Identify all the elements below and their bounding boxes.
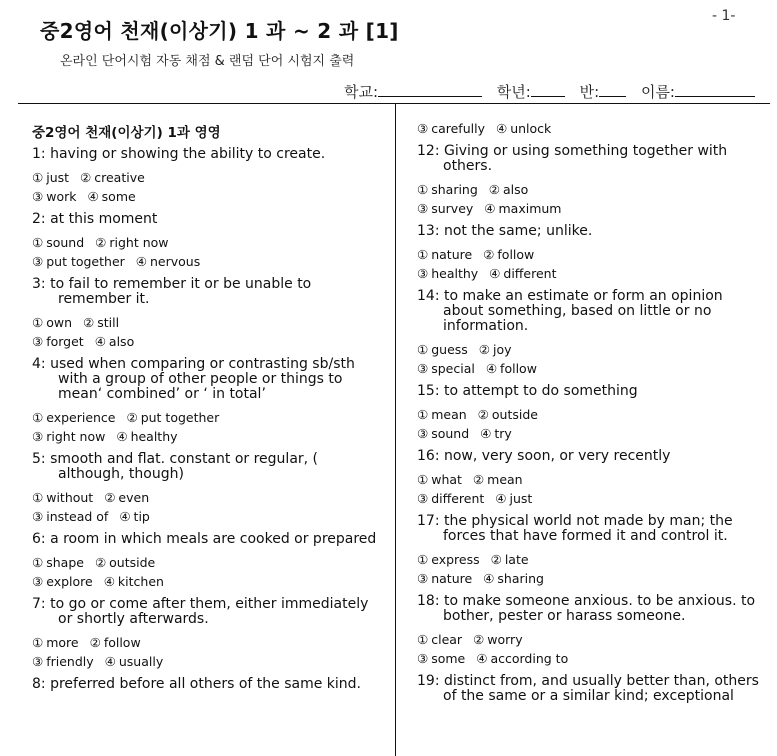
options-row-1	[417, 245, 762, 264]
question-number: 2:	[32, 211, 46, 227]
question-definition: to make an estimate or form an opinion about something, based on little or no information.	[443, 288, 723, 334]
question-definition: at this moment	[50, 211, 158, 227]
question-13	[417, 224, 762, 283]
options-row-1	[32, 168, 384, 187]
option-1[interactable]: ① mean	[417, 407, 467, 422]
question-19	[417, 674, 762, 704]
right-column	[417, 119, 762, 710]
options-row-1	[417, 470, 762, 489]
options-row-1	[417, 180, 762, 199]
options-row-2	[417, 569, 762, 588]
question-number: 16:	[417, 448, 440, 464]
page-number: - 1-	[712, 8, 736, 24]
option-4[interactable]: ④ different	[489, 266, 557, 281]
question-number: 1:	[32, 146, 46, 162]
option-2[interactable]: ② late	[490, 552, 529, 567]
option-1[interactable]: ① nature	[417, 247, 473, 262]
options-row-2	[32, 187, 384, 206]
question-text	[417, 449, 762, 464]
question-text	[32, 147, 384, 162]
option-3[interactable]: ③ forget	[32, 334, 84, 349]
question-definition: distinct from, and usually better than, others of the same or a similar kind; exceptional	[443, 673, 759, 704]
options-row-2	[417, 119, 762, 138]
question-14	[417, 289, 762, 378]
question-definition: a room in which meals are cooked or prepared	[50, 531, 377, 547]
question-5	[32, 452, 384, 526]
option-1[interactable]: ① experience	[32, 410, 116, 425]
options-row-1	[417, 405, 762, 424]
student-info-line	[344, 81, 755, 102]
option-4[interactable]: ④ tip	[119, 509, 150, 524]
option-3[interactable]: ③ put together	[32, 254, 125, 269]
option-1[interactable]: ① sound	[32, 235, 85, 250]
option-1[interactable]: ① just	[32, 170, 70, 185]
option-3[interactable]: ③ right now	[32, 429, 106, 444]
option-1[interactable]: ① clear	[417, 632, 463, 647]
option-2[interactable]: ② put together	[126, 410, 220, 425]
option-2[interactable]: ② creative	[80, 170, 145, 185]
options-row-1	[32, 233, 384, 252]
option-4[interactable]: ④ kitchen	[103, 574, 164, 589]
options-row-2	[32, 332, 384, 351]
options-row-2	[417, 199, 762, 218]
question-number: 6:	[32, 531, 46, 547]
options-row-2	[417, 264, 762, 283]
option-3[interactable]: ③ friendly	[32, 654, 94, 669]
option-2[interactable]: ② outside	[94, 555, 156, 570]
options-row-1	[32, 408, 384, 427]
question-definition: to go or come after them, either immediately or shortly afterwards.	[50, 596, 369, 627]
question-definition: Giving or using something together with others.	[443, 143, 728, 174]
option-2[interactable]: ② follow	[89, 635, 141, 650]
question-12	[417, 144, 762, 218]
option-4[interactable]: ④ sharing	[483, 571, 544, 586]
question-number: 19:	[417, 673, 440, 689]
question-number: 8:	[32, 676, 46, 692]
question-text	[417, 514, 762, 544]
question-text	[32, 677, 384, 692]
question-8	[32, 677, 384, 692]
question-definition: preferred before all others of the same kind.	[50, 676, 361, 692]
question-text	[32, 277, 384, 307]
option-1[interactable]: ① sharing	[417, 182, 478, 197]
option-1[interactable]: ① without	[32, 490, 94, 505]
option-2[interactable]: ② mean	[472, 472, 523, 487]
option-4[interactable]: ④ usually	[104, 654, 164, 669]
options-row-2	[417, 424, 762, 443]
question-3	[32, 277, 384, 351]
options-row-2	[32, 252, 384, 271]
school-label: 학교:	[343, 83, 379, 101]
options-row-2	[32, 427, 384, 446]
option-1[interactable]: ① more	[32, 635, 79, 650]
question-text	[32, 597, 384, 627]
question-1	[32, 147, 384, 206]
question-definition: to attempt to do something	[443, 383, 638, 399]
option-4[interactable]: ④ according to	[476, 651, 569, 666]
option-3[interactable]: ③ carefully	[417, 121, 485, 136]
option-2[interactable]: ② right now	[95, 235, 169, 250]
question-18	[417, 594, 762, 668]
question-number: 5:	[32, 451, 46, 467]
question-definition: smooth and flat. constant or regular, ( although, though)	[50, 451, 319, 482]
question-11-continued	[417, 119, 762, 138]
option-1[interactable]: ① own	[32, 315, 73, 330]
grade-label: 학년:	[496, 83, 531, 101]
options-row-2	[32, 507, 384, 526]
options-row-1	[417, 340, 762, 359]
question-2	[32, 212, 384, 271]
option-1[interactable]: ① guess	[417, 342, 468, 357]
question-text	[417, 594, 762, 624]
name-blank[interactable]	[675, 82, 755, 97]
option-2[interactable]: ② even	[104, 490, 150, 505]
option-2[interactable]: ② joy	[478, 342, 512, 357]
question-number: 12:	[417, 143, 440, 159]
question-definition: used when comparing or contrasting sb/sth with a group of other people or things to mean‘ combined’ or ‘ in total’	[50, 356, 355, 402]
left-column	[32, 121, 384, 698]
question-number: 14:	[417, 288, 440, 304]
option-2[interactable]: ② still	[83, 315, 120, 330]
question-number: 13:	[417, 223, 440, 239]
options-row-2	[417, 649, 762, 668]
option-3[interactable]: ③ work	[32, 189, 77, 204]
question-text	[417, 144, 762, 174]
question-text	[32, 452, 384, 482]
option-1[interactable]: ① shape	[32, 555, 84, 570]
options-row-1	[417, 550, 762, 569]
question-16	[417, 449, 762, 508]
options-row-1	[32, 488, 384, 507]
option-4[interactable]: ④ just	[495, 491, 533, 506]
grade-blank[interactable]	[531, 82, 565, 97]
option-3[interactable]: ③ special	[417, 361, 475, 376]
option-4[interactable]: ④ try	[480, 426, 512, 441]
question-number: 3:	[32, 276, 46, 292]
options-row-2	[32, 572, 384, 591]
class-label: 반:	[579, 83, 600, 101]
name-label: 이름:	[640, 83, 675, 101]
option-4[interactable]: ④ follow	[485, 361, 537, 376]
class-blank[interactable]	[599, 82, 626, 97]
option-2[interactable]: ② worry	[473, 632, 523, 647]
question-definition: having or showing the ability to create.	[50, 146, 326, 162]
question-17	[417, 514, 762, 588]
options-row-1	[417, 630, 762, 649]
question-6	[32, 532, 384, 591]
question-text	[417, 384, 762, 399]
options-row-1	[32, 553, 384, 572]
question-number: 7:	[32, 596, 46, 612]
school-blank[interactable]	[378, 82, 482, 97]
option-4[interactable]: ④ nervous	[135, 254, 201, 269]
question-definition: the physical world not made by man; the forces that have formed it and control it.	[443, 513, 733, 544]
question-text	[32, 212, 384, 227]
option-2[interactable]: ② follow	[483, 247, 535, 262]
options-row-2	[417, 359, 762, 378]
page-title: 중2영어 천재(이상기) 1 과 ~ 2 과 [1]	[40, 19, 399, 43]
option-4[interactable]: ④ unlock	[495, 121, 552, 136]
question-text	[32, 532, 384, 547]
question-text	[417, 674, 762, 704]
question-definition: to make someone anxious. to be anxious. to bother, pester or harass someone.	[443, 593, 756, 624]
option-2[interactable]: ② also	[488, 182, 529, 197]
options-row-1	[32, 633, 384, 652]
options-row-2	[417, 489, 762, 508]
option-4[interactable]: ④ healthy	[116, 429, 178, 444]
column-divider	[395, 104, 396, 756]
options-row-1	[32, 313, 384, 332]
option-3[interactable]: ③ explore	[32, 574, 93, 589]
question-definition: now, very soon, or very recently	[443, 448, 671, 464]
option-4[interactable]: ④ some	[87, 189, 136, 204]
option-1[interactable]: ① express	[417, 552, 480, 567]
option-3[interactable]: ③ survey	[417, 201, 474, 216]
options-row-2	[32, 652, 384, 671]
option-3[interactable]: ③ sound	[417, 426, 470, 441]
question-7	[32, 597, 384, 671]
option-4[interactable]: ④ also	[94, 334, 135, 349]
header-divider	[18, 103, 770, 104]
option-3[interactable]: ③ some	[417, 651, 466, 666]
section-heading: 중2영어 천재(이상기) 1과 영영	[32, 125, 221, 141]
option-2[interactable]: ② outside	[477, 407, 538, 422]
question-4	[32, 357, 384, 446]
page-subtitle: 온라인 단어시험 자동 채점 & 랜덤 단어 시험지 출력	[60, 54, 355, 69]
option-3[interactable]: ③ different	[417, 491, 485, 506]
question-15	[417, 384, 762, 443]
question-text	[32, 357, 384, 402]
question-number: 4:	[32, 356, 46, 372]
question-number: 18:	[417, 593, 440, 609]
option-3[interactable]: ③ healthy	[417, 266, 479, 281]
question-text	[417, 224, 762, 239]
question-text	[417, 289, 762, 334]
question-definition: not the same; unlike.	[443, 223, 593, 239]
question-definition: to fail to remember it or be unable to remember it.	[50, 276, 312, 307]
option-3[interactable]: ③ nature	[417, 571, 473, 586]
option-4[interactable]: ④ maximum	[484, 201, 562, 216]
question-number: 17:	[417, 513, 440, 529]
question-number: 15:	[417, 383, 440, 399]
option-1[interactable]: ① what	[417, 472, 462, 487]
option-3[interactable]: ③ instead of	[32, 509, 109, 524]
